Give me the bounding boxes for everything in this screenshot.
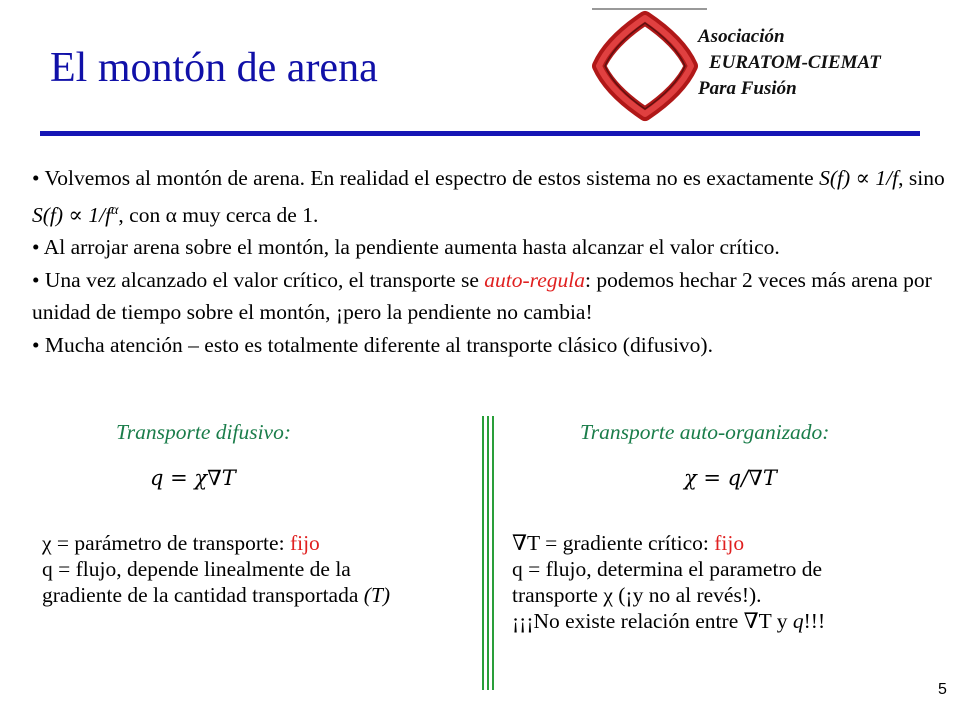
org-line-2: EURATOM-CIEMAT xyxy=(709,52,881,73)
diffusive-formula: q = χ∇T xyxy=(150,466,236,490)
page-number: 5 xyxy=(938,681,947,698)
self-organized-line-3: transporte χ (¡y no al revés!). xyxy=(512,583,762,607)
bullet-3-text-b: : podemos hechar 2 veces más arena por unidad de tiempo sobre el montón, ¡pero la pendiente no cambia! xyxy=(32,267,932,325)
bullet-marker: • xyxy=(32,235,40,260)
bullet-1 xyxy=(32,162,952,231)
spectrum-sf-2: S(f) xyxy=(32,202,64,227)
title-underline xyxy=(40,131,920,136)
bullet-2 xyxy=(32,231,952,264)
exclamations: !!! xyxy=(803,609,826,633)
bullet-3-text-a: Una vez alcanzado el valor crítico, el transporte se xyxy=(39,267,485,292)
temperature-symbol: T xyxy=(370,583,383,607)
paren-open: ( xyxy=(363,583,371,607)
grad-t-symbol: ∇T xyxy=(512,531,540,555)
diffusive-line-1-text: = parámetro de transporte: xyxy=(51,531,290,555)
chi-symbol: χ xyxy=(42,531,52,555)
bullet-2-text: Al arrojar arena sobre el montón, la pendiente aumenta hasta alcanzar el valor crítico. xyxy=(39,235,780,260)
alpha-exponent: α xyxy=(111,202,119,218)
self-organized-formula: χ = q/∇T xyxy=(684,466,777,490)
proportional-symbol: ∝ xyxy=(850,166,876,190)
diffusive-description xyxy=(42,530,482,608)
fixed-label: fijo xyxy=(714,531,745,555)
fixed-label: fijo xyxy=(289,531,320,555)
org-line-1: Asociación xyxy=(698,26,785,47)
self-organized-line-1-text: = gradiente crítico: xyxy=(539,531,715,555)
conjunction: y xyxy=(771,609,793,633)
bullet-1-text-a: Volvemos al montón de arena. En realidad el espectro de estos sistema no es exactamente xyxy=(39,166,820,190)
self-organized-heading: Transporte auto-organizado: xyxy=(580,420,830,444)
self-organized-line-1 xyxy=(512,530,952,556)
diffusive-line-1 xyxy=(42,530,482,556)
no-relation-text: ¡¡¡No existe relación entre xyxy=(512,609,744,633)
bullet-marker: • xyxy=(32,267,40,292)
auto-regula-highlight: auto-regula xyxy=(484,267,585,292)
bullet-1-text-d: muy cerca de 1. xyxy=(176,202,319,227)
bullet-3 xyxy=(32,264,952,329)
self-organized-description xyxy=(512,530,952,634)
diffusive-line-3 xyxy=(42,582,482,608)
bullet-4-text: Mucha atención – esto es totalmente diferente al transporte clásico (difusivo). xyxy=(39,332,713,357)
diffusive-line-3-text: gradiente de la cantidad transportada xyxy=(42,583,364,607)
grad-t-symbol-2: ∇T xyxy=(743,609,772,633)
alpha-symbol: α xyxy=(165,202,177,227)
bullet-list xyxy=(32,162,952,361)
column-divider xyxy=(482,416,496,690)
organization-name xyxy=(698,24,881,102)
bullet-1-text-c: , con xyxy=(118,202,166,227)
spectrum-sf: S(f) xyxy=(819,166,851,190)
slide-title: El montón de arena xyxy=(50,45,378,91)
euratom-ciemat-logo xyxy=(588,6,703,126)
self-organized-line-4 xyxy=(512,608,952,634)
bullet-marker: • xyxy=(32,332,40,357)
self-organized-line-2: q = flujo, determina el parametro de xyxy=(512,557,823,581)
one-over-f: 1/f xyxy=(875,166,899,190)
proportional-symbol-2: ∝ xyxy=(63,202,89,227)
diffusive-heading: Transporte difusivo: xyxy=(116,420,292,444)
one-over-f-alpha: 1/f xyxy=(88,202,112,227)
bullet-marker: • xyxy=(32,166,40,190)
q-symbol: q xyxy=(792,609,804,633)
org-line-3: Para Fusión xyxy=(698,78,797,99)
bullet-4 xyxy=(32,329,952,362)
paren-close: ) xyxy=(382,583,391,607)
bullet-1-text-b: , sino xyxy=(898,166,945,190)
diffusive-line-2: q = flujo, depende linealmente de la xyxy=(42,557,351,581)
